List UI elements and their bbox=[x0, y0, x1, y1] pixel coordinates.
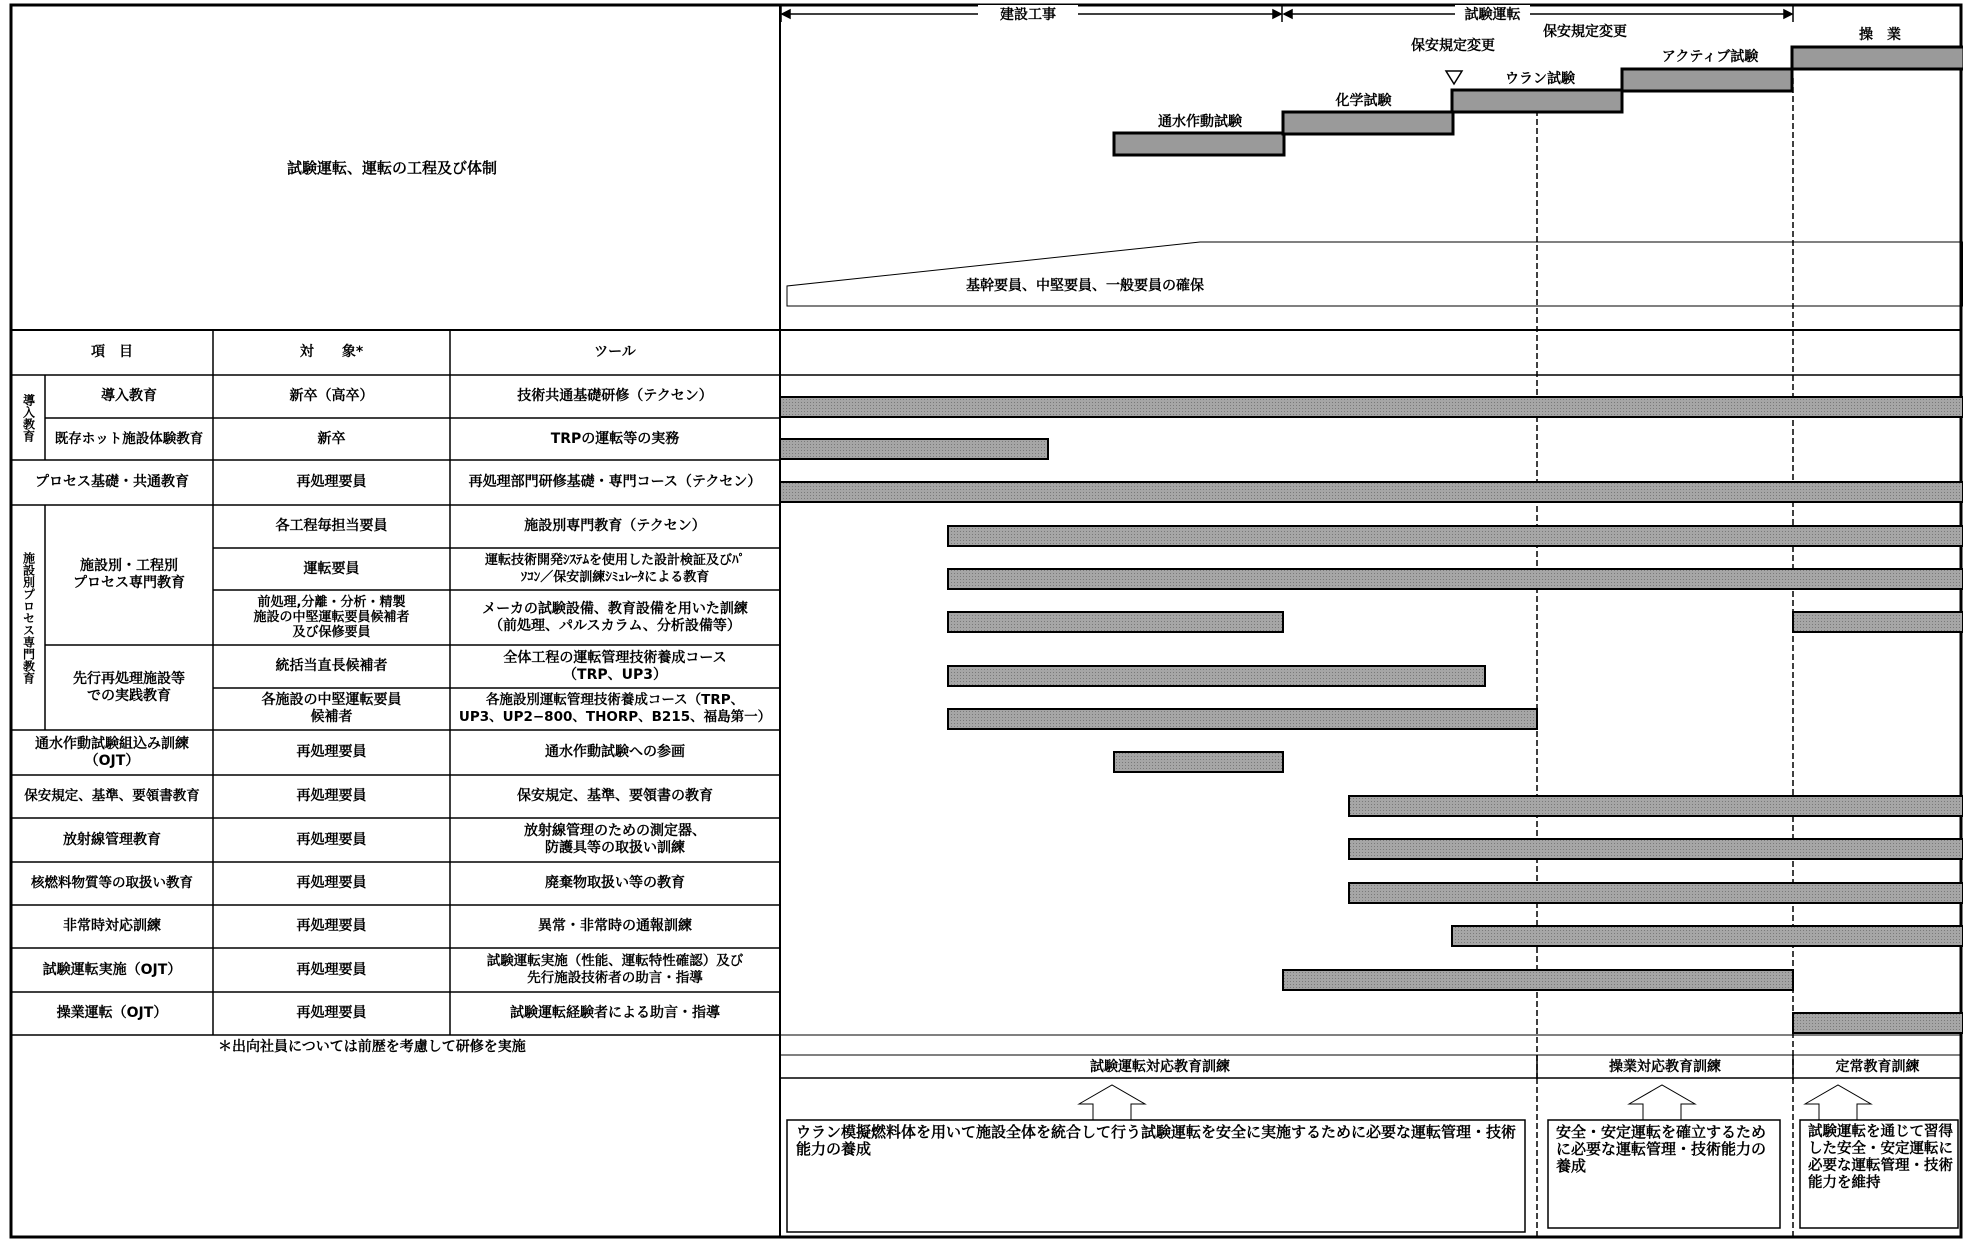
row-1-target: 新卒（高卒） bbox=[289, 388, 374, 404]
bar-facility-course bbox=[948, 709, 1537, 729]
water-test-label: 通水作動試験 bbox=[1158, 113, 1242, 130]
header-item: 項 目 bbox=[91, 344, 133, 360]
row-8-target: 各施設の中堅運転要員 候補者 bbox=[261, 692, 402, 725]
row-15-target: 再処理要員 bbox=[296, 1005, 367, 1021]
phase-construction-label: 建設工事 bbox=[978, 5, 1078, 25]
group-facility-label: 施設別プロセス専門教育 bbox=[21, 552, 36, 684]
active-test-label: アクティブ試験 bbox=[1661, 48, 1759, 65]
bar-operation-ojt bbox=[1793, 1013, 1963, 1033]
row-15-item: 操業運転（OJT） bbox=[56, 1005, 168, 1021]
row-6-target: 前処理,分離・分析・精製 施設の中堅運転要員候補者 及び保修要員 bbox=[253, 595, 410, 640]
row-5-tool: 運転技術開発ｼｽﾃﾑを使用した設計検証及びﾊﾟ ｿｺﾝ／保安訓練ｼﾐｭﾚｰﾀによる教育 bbox=[484, 553, 745, 585]
row-10-item: 保安規定、基準、要領書教育 bbox=[24, 788, 200, 804]
bar-shift-manager-course bbox=[948, 666, 1485, 686]
bar-nuclear-material bbox=[1349, 883, 1963, 903]
page-title: 試験運転、運転の工程及び体制 bbox=[287, 159, 498, 177]
row-11-item: 放射線管理教育 bbox=[63, 831, 161, 848]
row-6-tool: メーカの試験設備、教育設備を用いた訓練 （前処理、パルスカラム、分析設備等） bbox=[482, 600, 748, 634]
desc-operation: 安全・安定運転を確立するために必要な運転管理・技術能力の養成 bbox=[1556, 1123, 1767, 1175]
bar-hot-facility-experience bbox=[780, 439, 1048, 459]
uranium-test-label: ウラン試験 bbox=[1505, 70, 1575, 87]
row-9-tool: 通水作動試験への参画 bbox=[545, 744, 685, 760]
row-9-item: 通水作動試験組込み訓練 （OJT） bbox=[35, 735, 189, 769]
chemical-test-label: 化学試験 bbox=[1335, 92, 1392, 109]
bar-water-test-ojt bbox=[1114, 752, 1283, 772]
row-10-target: 再処理要員 bbox=[296, 788, 367, 804]
row-13-item: 非常時対応訓練 bbox=[63, 918, 161, 934]
phase-trial-label: 試験運転 bbox=[1455, 5, 1530, 25]
row-12-target: 再処理要員 bbox=[296, 875, 367, 891]
header-target: 対 象* bbox=[299, 344, 364, 360]
bar-process-basic bbox=[780, 482, 1963, 502]
training-trial-label: 試験運転対応教育訓練 bbox=[1090, 1058, 1230, 1075]
staffing-label: 基幹要員、中堅要員、一般要員の確保 bbox=[966, 277, 1204, 294]
row-14-target: 再処理要員 bbox=[296, 961, 367, 978]
row-11-tool: 放射線管理のための測定器、 防護具等の取扱い訓練 bbox=[524, 823, 706, 856]
bar-emergency-drill bbox=[1452, 926, 1963, 946]
safety-change-label-1: 保安規定変更 bbox=[1411, 37, 1495, 54]
bar-safety-rules bbox=[1349, 796, 1963, 816]
bar-vendor-training-later bbox=[1793, 612, 1963, 632]
row-8-tool: 各施設別運転管理技術養成コース（TRP、 UP3、UP2−800、THORP、B215、福島第一） bbox=[458, 692, 772, 725]
row-15-tool: 試験運転経験者による助言・指導 bbox=[510, 1005, 720, 1021]
row-7-tool: 全体工程の運転管理技術養成コース （TRP、UP3） bbox=[503, 649, 727, 683]
row-2-item: 既存ホット施設体験教育 bbox=[54, 430, 204, 447]
header-tool: ツール bbox=[594, 344, 636, 360]
row-9-target: 再処理要員 bbox=[296, 744, 367, 760]
bar-intro-education bbox=[780, 397, 1963, 417]
row-1-tool: 技術共通基礎研修（テクセン） bbox=[517, 388, 713, 404]
bar-trial-ojt bbox=[1283, 970, 1793, 990]
bar-vendor-training bbox=[948, 612, 1283, 632]
row-7-item: 先行再処理施設等 での実践教育 bbox=[73, 670, 185, 704]
bar-operator-simulator bbox=[948, 569, 1963, 589]
bar-radiation-control bbox=[1349, 839, 1963, 859]
training-regular-label: 定常教育訓練 bbox=[1835, 1058, 1920, 1075]
row-12-tool: 廃棄物取扱い等の教育 bbox=[545, 875, 685, 891]
training-operation-label: 操業対応教育訓練 bbox=[1609, 1058, 1721, 1075]
row-3-tool: 再処理部門研修基礎・専門コース（テクセン） bbox=[468, 474, 762, 490]
row-5-target: 運転要員 bbox=[303, 560, 360, 577]
row-3-item: プロセス基礎・共通教育 bbox=[35, 474, 189, 490]
row-4-tool: 施設別専門教育（テクセン） bbox=[524, 518, 706, 534]
row-1-item: 導入教育 bbox=[101, 388, 157, 404]
row-14-item: 試験運転実施（OJT） bbox=[42, 961, 182, 978]
footnote: ＊出向社員については前歴を考慮して研修を実施 bbox=[218, 1039, 526, 1055]
phase-operation-label: 操 業 bbox=[1859, 26, 1901, 43]
row-7-target: 統括当直長候補者 bbox=[275, 658, 388, 674]
row-13-tool: 異常・非常時の通報訓練 bbox=[538, 918, 692, 934]
row-2-tool: TRPの運転等の実務 bbox=[550, 430, 680, 447]
row-12-item: 核燃料物質等の取扱い教育 bbox=[31, 875, 193, 891]
row-4-item: 施設別・工程別 プロセス専門教育 bbox=[73, 558, 185, 591]
row-11-target: 再処理要員 bbox=[296, 831, 367, 848]
row-14-tool: 試験運転実施（性能、運転特性確認）及び 先行施設技術者の助言・指導 bbox=[486, 953, 744, 986]
bar-facility-specialist bbox=[948, 526, 1963, 546]
desc-trial: ウラン模擬燃料体を用いて施設全体を統合して行う試験運転を安全に実施するために必要な運転管理・技術能力の養成 bbox=[796, 1123, 1517, 1158]
row-4-target: 各工程毎担当要員 bbox=[275, 518, 388, 534]
row-10-tool: 保安規定、基準、要領書の教育 bbox=[517, 788, 713, 804]
desc-regular: 試験運転を通じて習得した安全・安定運転に必要な運転管理・技術能力を維持 bbox=[1808, 1124, 1953, 1191]
group-intro-label: 導入教育 bbox=[21, 394, 36, 442]
row-2-target: 新卒 bbox=[317, 430, 346, 447]
row-3-target: 再処理要員 bbox=[296, 474, 367, 490]
row-13-target: 再処理要員 bbox=[296, 918, 367, 934]
safety-change-label-2: 保安規定変更 bbox=[1543, 23, 1627, 40]
